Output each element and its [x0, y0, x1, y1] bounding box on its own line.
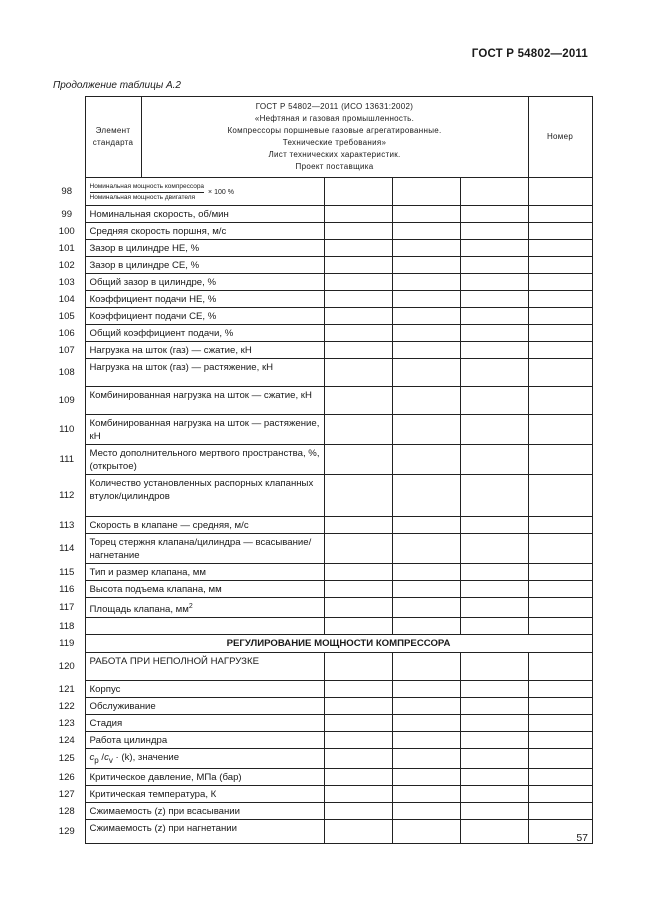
value-cell: [528, 415, 592, 445]
row-number: 129: [55, 820, 85, 844]
value-cell: [392, 325, 460, 342]
row-label: [85, 564, 324, 581]
value-cell: [460, 749, 528, 769]
row-label: [85, 598, 324, 618]
value-cell: [324, 820, 392, 844]
row-label-text: Коэффициент подачи НЕ, %: [89, 294, 217, 305]
row-label-text: Общий коэффициент подачи, %: [89, 328, 234, 339]
value-cell: [324, 653, 392, 681]
table-row: [55, 517, 592, 534]
value-cell: [324, 291, 392, 308]
row-label-text: Средняя скорость поршня, м/с: [89, 226, 227, 237]
value-cell: [528, 534, 592, 564]
row-number: 102: [55, 257, 85, 274]
value-cell: [392, 517, 460, 534]
value-cell: [460, 715, 528, 732]
value-cell: [324, 517, 392, 534]
value-cell: [324, 178, 392, 206]
value-cell: [324, 698, 392, 715]
value-cell: [528, 257, 592, 274]
value-cell: [392, 223, 460, 240]
value-cell: [392, 308, 460, 325]
superscript: 2: [188, 603, 193, 610]
row-label: [85, 445, 324, 475]
value-cell: [460, 581, 528, 598]
table-row: [55, 178, 592, 206]
value-cell: [528, 581, 592, 598]
row-label: [85, 618, 324, 635]
row-label-text: Номинальная скорость, об/мин: [89, 209, 229, 220]
table-row: [55, 240, 592, 257]
value-cell: [460, 223, 528, 240]
row-label: [85, 274, 324, 291]
subscript-v: v: [108, 756, 113, 766]
row-label-text: Зазор в цилиндре СЕ, %: [89, 260, 200, 271]
value-cell: [528, 653, 592, 681]
value-cell: [324, 803, 392, 820]
table-row: [55, 653, 592, 681]
value-cell: [460, 517, 528, 534]
table-header-row: [55, 97, 592, 178]
value-cell: [460, 387, 528, 415]
row-label: [85, 786, 324, 803]
row-label: [85, 359, 324, 387]
row-number: 109: [55, 387, 85, 415]
value-cell: [460, 803, 528, 820]
row-label: [85, 387, 324, 415]
row-number: 126: [55, 769, 85, 786]
table-row: [55, 618, 592, 635]
table-row: [55, 681, 592, 698]
row-label-text: Место дополнительного мертвого пространства, %, (открытое): [89, 448, 320, 472]
row-label-text: Стадия: [89, 718, 123, 730]
row-number: 112: [55, 475, 85, 517]
value-cell: [460, 342, 528, 359]
value-cell: [392, 291, 460, 308]
value-cell: [324, 445, 392, 475]
value-cell: [528, 291, 592, 308]
title-column-header: [141, 97, 528, 178]
value-cell: [324, 618, 392, 635]
row-number: 106: [55, 325, 85, 342]
value-cell: [528, 387, 592, 415]
row-number: 104: [55, 291, 85, 308]
row-label: [85, 681, 324, 698]
value-cell: [324, 206, 392, 223]
value-cell: [324, 274, 392, 291]
row-label: [85, 257, 324, 274]
value-cell: [460, 257, 528, 274]
value-cell: [324, 564, 392, 581]
row-label: [85, 415, 324, 445]
value-cell: [528, 240, 592, 257]
value-cell: [324, 598, 392, 618]
table-row: [55, 749, 592, 769]
value-cell: [392, 749, 460, 769]
row-label-text: Зазор в цилиндре НЕ, %: [89, 243, 200, 254]
value-cell: [460, 598, 528, 618]
value-cell: [392, 206, 460, 223]
value-cell: [528, 803, 592, 820]
row-label: [85, 820, 324, 844]
table-row: [55, 732, 592, 749]
number-column-header: Номер: [528, 97, 592, 178]
element-column-header: Элемент стандарта: [85, 97, 141, 178]
symbol-c: c: [104, 752, 109, 764]
value-cell: [392, 274, 460, 291]
table-row: [55, 715, 592, 732]
fraction-multiplier: × 100 %: [208, 188, 234, 196]
table-row: [55, 598, 592, 618]
table-row: [55, 342, 592, 359]
row-label-text: Высота подъема клапана, мм: [89, 584, 222, 595]
value-cell: [324, 534, 392, 564]
table-row: [55, 359, 592, 387]
value-cell: [528, 598, 592, 618]
value-cell: [528, 342, 592, 359]
value-cell: [392, 820, 460, 844]
subscript-p: p: [94, 756, 99, 766]
value-cell: [528, 223, 592, 240]
value-cell: [392, 803, 460, 820]
value-cell: [460, 274, 528, 291]
value-cell: [392, 415, 460, 445]
row-label: [85, 534, 324, 564]
value-cell: [324, 581, 392, 598]
value-cell: [528, 769, 592, 786]
value-cell: [460, 415, 528, 445]
row-number: 110: [55, 415, 85, 445]
row-number: 122: [55, 698, 85, 715]
row-label: [85, 291, 324, 308]
row-number: 101: [55, 240, 85, 257]
value-cell: [324, 769, 392, 786]
table-row: [55, 786, 592, 803]
value-cell: [460, 769, 528, 786]
value-cell: [460, 732, 528, 749]
value-cell: [460, 291, 528, 308]
value-cell: [392, 387, 460, 415]
row-number: 107: [55, 342, 85, 359]
value-cell: [392, 698, 460, 715]
table-row: [55, 534, 592, 564]
value-cell: [528, 206, 592, 223]
row-number: 124: [55, 732, 85, 749]
value-cell: [324, 325, 392, 342]
value-cell: [528, 359, 592, 387]
title-line: Технические требования»: [282, 138, 387, 147]
value-cell: [460, 308, 528, 325]
row-label-text: Торец стержня клапана/цилиндра — всасывание/нагнетание: [89, 537, 312, 561]
value-cell: [460, 178, 528, 206]
value-cell: [460, 698, 528, 715]
row-number: 120: [55, 653, 85, 681]
row-label-text: Комбинированная нагрузка на шток — растяжение, кН: [89, 418, 320, 442]
row-label-text: Комбинированная нагрузка на шток — сжатие, кН: [89, 390, 312, 401]
title-line: Проект поставщика: [295, 162, 374, 171]
power-ratio-fraction: [90, 183, 205, 202]
value-cell: [324, 359, 392, 387]
value-cell: [528, 475, 592, 517]
row-label-text: Корпус: [89, 684, 121, 696]
row-label-text: Нагрузка на шток (газ) — сжатие, кН: [89, 345, 252, 356]
page-number: 57: [576, 832, 588, 844]
value-cell: [392, 598, 460, 618]
table-row: [55, 635, 592, 653]
table-row: [55, 274, 592, 291]
value-cell: [528, 732, 592, 749]
value-cell: [460, 534, 528, 564]
row-label-text: Сжимаемость (z) при всасывании: [89, 806, 241, 818]
row-number: 127: [55, 786, 85, 803]
document-header: ГОСТ Р 54802—2011: [471, 48, 588, 60]
value-cell: [528, 517, 592, 534]
row-label: [85, 223, 324, 240]
value-cell: [324, 715, 392, 732]
row-label: [85, 517, 324, 534]
value-cell: [324, 732, 392, 749]
value-cell: [528, 715, 592, 732]
row-label: [85, 803, 324, 820]
value-cell: [324, 257, 392, 274]
section-heading: РЕГУЛИРОВАНИЕ МОЩНОСТИ КОМПРЕССОРА: [85, 635, 592, 653]
label-rest: · (k), значение: [112, 752, 180, 764]
value-cell: [392, 786, 460, 803]
value-cell: [528, 681, 592, 698]
row-label-text: Тип и размер клапана, мм: [89, 567, 207, 578]
value-cell: [460, 445, 528, 475]
value-cell: [460, 240, 528, 257]
fraction-numerator: Номинальная мощность компрессора: [90, 183, 205, 193]
table-row: [55, 387, 592, 415]
value-cell: [460, 359, 528, 387]
value-cell: [392, 240, 460, 257]
row-label: [85, 178, 324, 206]
table-continuation-caption: Продолжение таблицы А.2: [53, 80, 181, 91]
row-label: [85, 206, 324, 223]
value-cell: [324, 342, 392, 359]
row-number: 115: [55, 564, 85, 581]
table-row: [55, 445, 592, 475]
row-label-text: Общий зазор в цилиндре, %: [89, 277, 216, 288]
table-row: [55, 698, 592, 715]
row-label: [85, 475, 324, 517]
value-cell: [392, 342, 460, 359]
value-cell: [392, 653, 460, 681]
value-cell: [528, 564, 592, 581]
value-cell: [392, 178, 460, 206]
table-row: [55, 415, 592, 445]
fraction-denominator: Номинальная мощность двигателя: [89, 193, 196, 201]
row-number: 114: [55, 534, 85, 564]
row-label-text: Площадь клапана, мм: [89, 604, 189, 616]
row-label-text: Обслуживание: [89, 701, 156, 713]
row-label: [85, 342, 324, 359]
value-cell: [528, 274, 592, 291]
value-cell: [460, 564, 528, 581]
value-cell: [324, 749, 392, 769]
value-cell: [324, 240, 392, 257]
symbol-c: c: [89, 752, 95, 764]
value-cell: [528, 308, 592, 325]
row-number: 119: [55, 635, 85, 653]
table-row: [55, 308, 592, 325]
value-cell: [324, 681, 392, 698]
table-row: [55, 257, 592, 274]
row-number: 100: [55, 223, 85, 240]
value-cell: [460, 618, 528, 635]
table-row: [55, 564, 592, 581]
row-label-text: РАБОТА ПРИ НЕПОЛНОЙ НАГРУЗКЕ: [89, 656, 259, 668]
specification-table: [55, 96, 593, 844]
value-cell: [460, 325, 528, 342]
title-line: «Нефтяная и газовая промышленность.: [254, 114, 415, 123]
row-label-text: Нагрузка на шток (газ) — растяжение, кН: [89, 362, 274, 373]
value-cell: [528, 445, 592, 475]
table-row: [55, 820, 592, 844]
value-cell: [324, 786, 392, 803]
value-cell: [392, 715, 460, 732]
row-label: [85, 581, 324, 598]
row-label: [85, 240, 324, 257]
row-number: 98: [55, 178, 85, 206]
table-row: [55, 769, 592, 786]
row-label: [85, 325, 324, 342]
title-line: ГОСТ Р 54802—2011 (ИСО 13631:2002): [255, 102, 414, 111]
slash: /: [98, 752, 105, 764]
value-cell: [460, 475, 528, 517]
value-cell: [392, 732, 460, 749]
value-cell: [528, 325, 592, 342]
table-row: [55, 206, 592, 223]
value-cell: [392, 445, 460, 475]
value-cell: [528, 178, 592, 206]
row-label: [85, 308, 324, 325]
row-label: [85, 769, 324, 786]
value-cell: [392, 257, 460, 274]
title-line: Компрессоры поршневые газовые агрегатированные.: [227, 126, 442, 135]
row-label: [85, 653, 324, 681]
value-cell: [324, 415, 392, 445]
value-cell: [460, 653, 528, 681]
table-row: [55, 475, 592, 517]
row-label: [85, 715, 324, 732]
table-row: [55, 291, 592, 308]
table-row: [55, 325, 592, 342]
value-cell: [528, 786, 592, 803]
row-number: 125: [55, 749, 85, 769]
value-cell: [460, 681, 528, 698]
value-cell: [528, 618, 592, 635]
row-number: 128: [55, 803, 85, 820]
row-number: 103: [55, 274, 85, 291]
row-number: 123: [55, 715, 85, 732]
row-number: 111: [55, 445, 85, 475]
row-label-text: Коэффициент подачи СЕ, %: [89, 311, 217, 322]
row-number: 108: [55, 359, 85, 387]
value-cell: [528, 698, 592, 715]
value-cell: [324, 387, 392, 415]
row-number: 116: [55, 581, 85, 598]
value-cell: [392, 581, 460, 598]
value-cell: [392, 564, 460, 581]
value-cell: [460, 820, 528, 844]
value-cell: [392, 534, 460, 564]
value-cell: [392, 475, 460, 517]
value-cell: [392, 681, 460, 698]
value-cell: [460, 206, 528, 223]
row-number: 105: [55, 308, 85, 325]
table-row: [55, 581, 592, 598]
row-number: 118: [55, 618, 85, 635]
row-label-text: Критическая температура, К: [89, 789, 217, 801]
row-label: [85, 732, 324, 749]
value-cell: [392, 618, 460, 635]
value-cell: [460, 786, 528, 803]
row-label: [85, 698, 324, 715]
row-number: 117: [55, 598, 85, 618]
title-line: Лист технических характеристик.: [268, 150, 401, 159]
value-cell: [324, 308, 392, 325]
row-label-text: Сжимаемость (z) при нагнетании: [89, 823, 237, 835]
table-row: [55, 223, 592, 240]
row-number: 113: [55, 517, 85, 534]
row-label-text: Критическое давление, МПа (бар): [89, 772, 242, 784]
table-row: [55, 803, 592, 820]
value-cell: [324, 475, 392, 517]
row-number: 121: [55, 681, 85, 698]
row-label-text: Работа цилиндра: [89, 735, 168, 747]
value-cell: [528, 749, 592, 769]
row-label-text: Скорость в клапане — средняя, м/с: [89, 520, 249, 531]
value-cell: [392, 769, 460, 786]
row-label-text: Количество установленных распорных клапанных втулок/цилиндров: [89, 478, 314, 502]
value-cell: [392, 359, 460, 387]
row-label: [85, 749, 324, 769]
value-cell: [324, 223, 392, 240]
row-number: 99: [55, 206, 85, 223]
